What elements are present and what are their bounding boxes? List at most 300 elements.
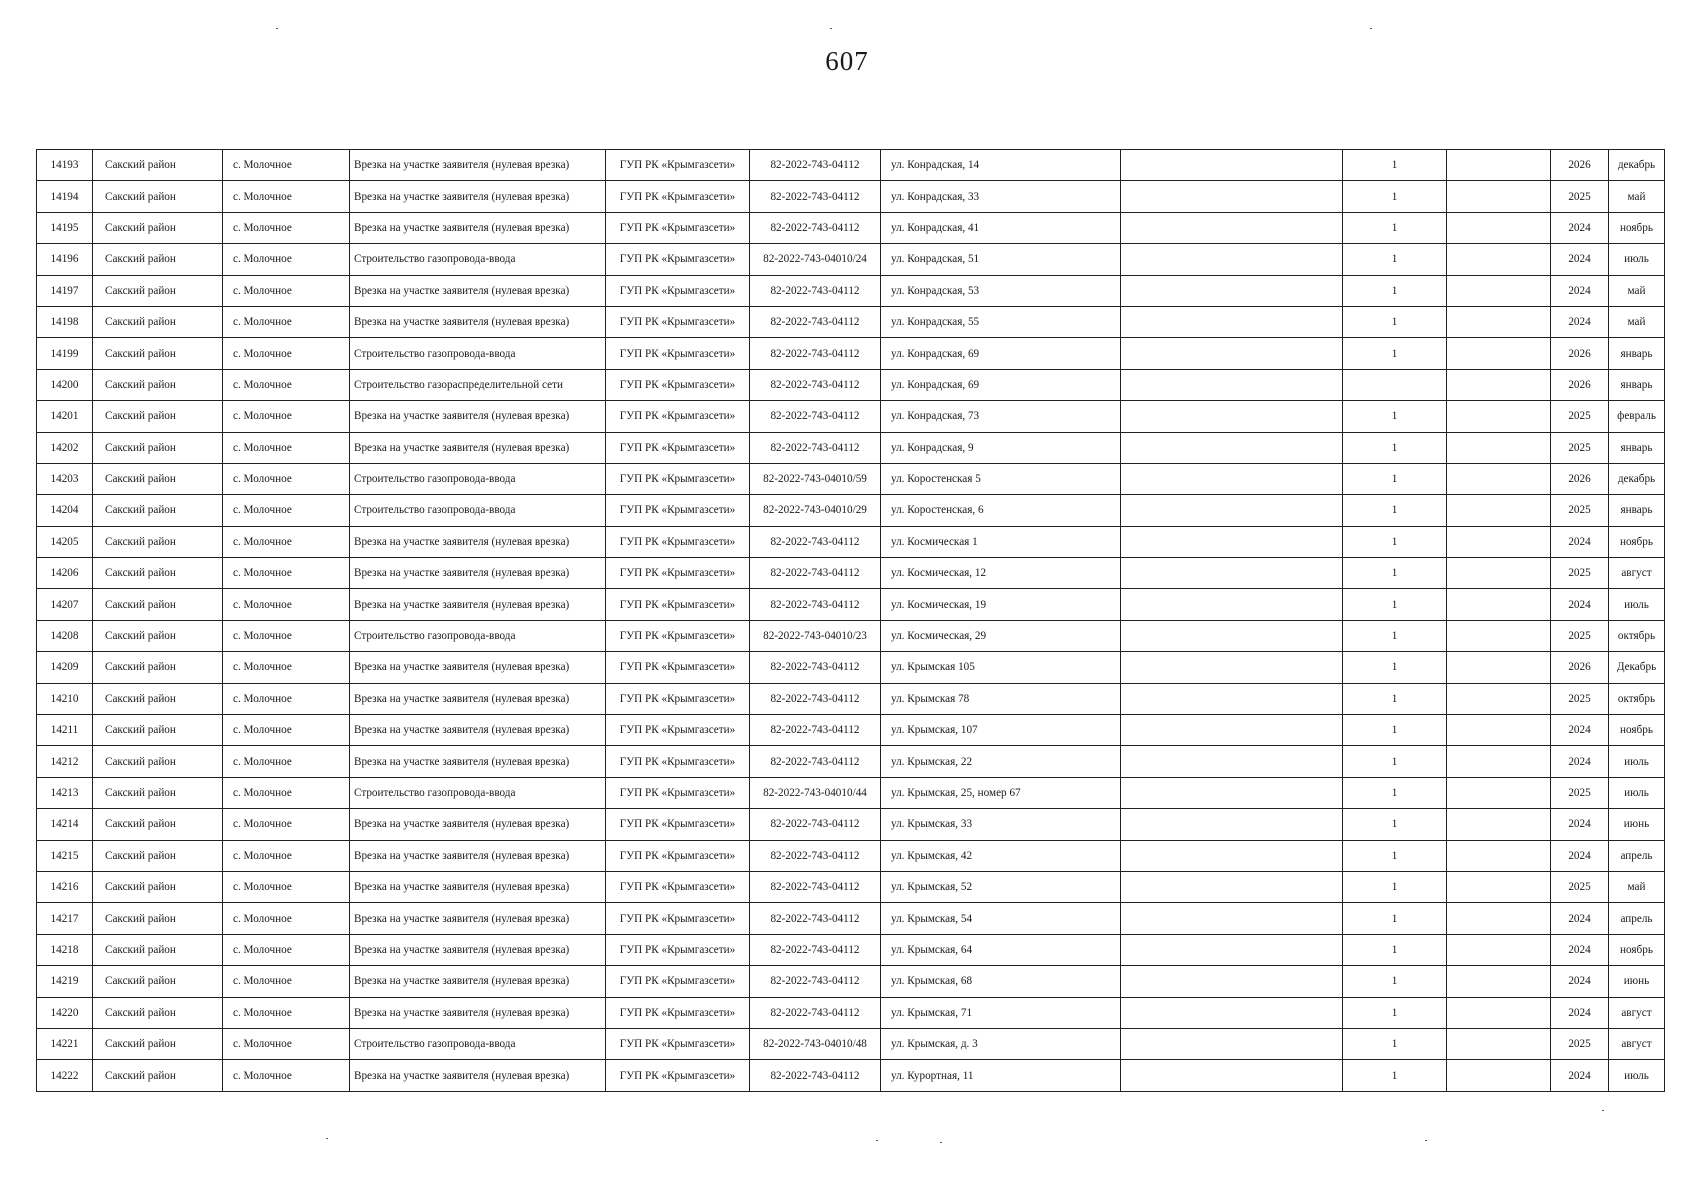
table-row (37, 997, 1665, 1028)
district-cell: Сакский район (93, 150, 223, 181)
work-type-cell: Строительство газопровода-ввода (350, 777, 606, 808)
year-cell: 2025 (1551, 432, 1609, 463)
empty-cell (1447, 369, 1551, 400)
project-code-cell: 82-2022-743-04112 (750, 809, 881, 840)
quantity-cell: 1 (1343, 338, 1447, 369)
month-cell: декабрь (1609, 463, 1665, 494)
month-cell: ноябрь (1609, 934, 1665, 965)
year-cell: 2025 (1551, 1028, 1609, 1059)
organization-cell: ГУП РК «Крымгазсети» (606, 369, 750, 400)
row-number: 14211 (37, 715, 93, 746)
empty-cell (1121, 212, 1343, 243)
work-type-cell: Врезка на участке заявителя (нулевая врезка) (350, 306, 606, 337)
project-code-cell: 82-2022-743-04112 (750, 934, 881, 965)
table-row (37, 306, 1665, 337)
village-cell: с. Молочное (223, 777, 350, 808)
village-cell: с. Молочное (223, 306, 350, 337)
project-code-cell: 82-2022-743-04112 (750, 401, 881, 432)
organization-cell: ГУП РК «Крымгазсети» (606, 463, 750, 494)
table-row (37, 212, 1665, 243)
work-type-cell: Врезка на участке заявителя (нулевая врезка) (350, 809, 606, 840)
district-cell: Сакский район (93, 683, 223, 714)
month-cell: май (1609, 871, 1665, 902)
project-code-cell: 82-2022-743-04112 (750, 903, 881, 934)
address-cell: ул. Крымская, 22 (881, 746, 1121, 777)
row-number: 14206 (37, 558, 93, 589)
quantity-cell: 1 (1343, 244, 1447, 275)
table-row (37, 558, 1665, 589)
table-row (37, 903, 1665, 934)
year-cell: 2025 (1551, 181, 1609, 212)
project-code-cell: 82-2022-743-04112 (750, 432, 881, 463)
table-row (37, 809, 1665, 840)
village-cell: с. Молочное (223, 715, 350, 746)
year-cell: 2025 (1551, 683, 1609, 714)
organization-cell: ГУП РК «Крымгазсети» (606, 401, 750, 432)
empty-cell (1121, 369, 1343, 400)
year-cell: 2024 (1551, 244, 1609, 275)
empty-cell (1121, 526, 1343, 557)
district-cell: Сакский район (93, 495, 223, 526)
empty-cell (1447, 620, 1551, 651)
empty-cell (1447, 212, 1551, 243)
work-type-cell: Врезка на участке заявителя (нулевая врезка) (350, 181, 606, 212)
project-code-cell: 82-2022-743-04112 (750, 526, 881, 557)
village-cell: с. Молочное (223, 809, 350, 840)
month-cell: апрель (1609, 903, 1665, 934)
district-cell: Сакский район (93, 934, 223, 965)
table-row (37, 1028, 1665, 1059)
district-cell: Сакский район (93, 903, 223, 934)
empty-cell (1121, 1028, 1343, 1059)
year-cell: 2026 (1551, 652, 1609, 683)
year-cell: 2026 (1551, 369, 1609, 400)
address-cell: ул. Крымская, 54 (881, 903, 1121, 934)
empty-cell (1447, 652, 1551, 683)
row-number: 14204 (37, 495, 93, 526)
work-type-cell: Врезка на участке заявителя (нулевая врезка) (350, 589, 606, 620)
address-cell: ул. Крымская, д. 3 (881, 1028, 1121, 1059)
address-cell: ул. Конрадская, 69 (881, 338, 1121, 369)
work-type-cell: Врезка на участке заявителя (нулевая врезка) (350, 903, 606, 934)
row-number: 14205 (37, 526, 93, 557)
month-cell: февраль (1609, 401, 1665, 432)
table-row (37, 150, 1665, 181)
project-code-cell: 82-2022-743-04112 (750, 652, 881, 683)
table-row (37, 620, 1665, 651)
village-cell: с. Молочное (223, 526, 350, 557)
row-number: 14217 (37, 903, 93, 934)
month-cell: май (1609, 275, 1665, 306)
village-cell: с. Молочное (223, 338, 350, 369)
empty-cell (1121, 589, 1343, 620)
district-cell: Сакский район (93, 1060, 223, 1091)
project-code-cell: 82-2022-743-04010/29 (750, 495, 881, 526)
row-number: 14222 (37, 1060, 93, 1091)
organization-cell: ГУП РК «Крымгазсети» (606, 934, 750, 965)
month-cell: май (1609, 306, 1665, 337)
quantity-cell: 1 (1343, 432, 1447, 463)
empty-cell (1121, 903, 1343, 934)
district-cell: Сакский район (93, 840, 223, 871)
month-cell: июль (1609, 1060, 1665, 1091)
address-cell: ул. Конрадская, 69 (881, 369, 1121, 400)
quantity-cell: 1 (1343, 1060, 1447, 1091)
organization-cell: ГУП РК «Крымгазсети» (606, 966, 750, 997)
district-cell: Сакский район (93, 244, 223, 275)
quantity-cell: 1 (1343, 401, 1447, 432)
empty-cell (1121, 306, 1343, 337)
address-cell: ул. Конрадская, 33 (881, 181, 1121, 212)
month-cell: август (1609, 1028, 1665, 1059)
quantity-cell (1343, 369, 1447, 400)
organization-cell: ГУП РК «Крымгазсети» (606, 432, 750, 463)
village-cell: с. Молочное (223, 683, 350, 714)
year-cell: 2024 (1551, 903, 1609, 934)
project-code-cell: 82-2022-743-04112 (750, 746, 881, 777)
organization-cell: ГУП РК «Крымгазсети» (606, 683, 750, 714)
row-number: 14208 (37, 620, 93, 651)
empty-cell (1121, 746, 1343, 777)
month-cell: январь (1609, 432, 1665, 463)
village-cell: с. Молочное (223, 746, 350, 777)
empty-cell (1121, 181, 1343, 212)
table-row (37, 1060, 1665, 1091)
empty-cell (1121, 809, 1343, 840)
organization-cell: ГУП РК «Крымгазсети» (606, 871, 750, 902)
table-row (37, 526, 1665, 557)
address-cell: ул. Космическая, 29 (881, 620, 1121, 651)
address-cell: ул. Конрадская, 53 (881, 275, 1121, 306)
work-type-cell: Строительство газопровода-ввода (350, 1028, 606, 1059)
project-code-cell: 82-2022-743-04112 (750, 1060, 881, 1091)
year-cell: 2025 (1551, 777, 1609, 808)
address-cell: ул. Крымская, 42 (881, 840, 1121, 871)
table-row (37, 369, 1665, 400)
village-cell: с. Молочное (223, 432, 350, 463)
row-number: 14203 (37, 463, 93, 494)
row-number: 14202 (37, 432, 93, 463)
month-cell: май (1609, 181, 1665, 212)
page-number: 607 (825, 46, 869, 76)
organization-cell: ГУП РК «Крымгазсети» (606, 338, 750, 369)
table-row (37, 244, 1665, 275)
work-type-cell: Врезка на участке заявителя (нулевая врезка) (350, 840, 606, 871)
district-cell: Сакский район (93, 589, 223, 620)
organization-cell: ГУП РК «Крымгазсети» (606, 715, 750, 746)
project-code-cell: 82-2022-743-04112 (750, 212, 881, 243)
work-type-cell: Врезка на участке заявителя (нулевая врезка) (350, 558, 606, 589)
work-type-cell: Врезка на участке заявителя (нулевая врезка) (350, 997, 606, 1028)
empty-cell (1447, 589, 1551, 620)
month-cell: январь (1609, 369, 1665, 400)
village-cell: с. Молочное (223, 150, 350, 181)
empty-cell (1121, 934, 1343, 965)
quantity-cell: 1 (1343, 558, 1447, 589)
month-cell: июль (1609, 589, 1665, 620)
village-cell: с. Молочное (223, 495, 350, 526)
gasification-table-wrapper (36, 149, 1664, 1092)
year-cell: 2024 (1551, 212, 1609, 243)
address-cell: ул. Конрадская, 51 (881, 244, 1121, 275)
address-cell: ул. Коростенская 5 (881, 463, 1121, 494)
organization-cell: ГУП РК «Крымгазсети» (606, 589, 750, 620)
project-code-cell: 82-2022-743-04112 (750, 871, 881, 902)
village-cell: с. Молочное (223, 871, 350, 902)
quantity-cell: 1 (1343, 966, 1447, 997)
table-row (37, 652, 1665, 683)
empty-cell (1121, 652, 1343, 683)
district-cell: Сакский район (93, 212, 223, 243)
work-type-cell: Врезка на участке заявителя (нулевая врезка) (350, 652, 606, 683)
empty-cell (1121, 275, 1343, 306)
empty-cell (1447, 558, 1551, 589)
district-cell: Сакский район (93, 181, 223, 212)
empty-cell (1447, 432, 1551, 463)
table-row (37, 934, 1665, 965)
district-cell: Сакский район (93, 401, 223, 432)
year-cell: 2025 (1551, 401, 1609, 432)
address-cell: ул. Космическая 1 (881, 526, 1121, 557)
empty-cell (1447, 934, 1551, 965)
row-number: 14214 (37, 809, 93, 840)
empty-cell (1121, 777, 1343, 808)
organization-cell: ГУП РК «Крымгазсети» (606, 495, 750, 526)
row-number: 14198 (37, 306, 93, 337)
village-cell: с. Молочное (223, 966, 350, 997)
month-cell: август (1609, 997, 1665, 1028)
village-cell: с. Молочное (223, 181, 350, 212)
village-cell: с. Молочное (223, 401, 350, 432)
empty-cell (1121, 558, 1343, 589)
year-cell: 2026 (1551, 150, 1609, 181)
project-code-cell: 82-2022-743-04112 (750, 558, 881, 589)
village-cell: с. Молочное (223, 558, 350, 589)
district-cell: Сакский район (93, 777, 223, 808)
project-code-cell: 82-2022-743-04112 (750, 369, 881, 400)
table-row (37, 871, 1665, 902)
row-number: 14220 (37, 997, 93, 1028)
empty-cell (1447, 683, 1551, 714)
work-type-cell: Врезка на участке заявителя (нулевая врезка) (350, 683, 606, 714)
year-cell: 2026 (1551, 463, 1609, 494)
work-type-cell: Врезка на участке заявителя (нулевая врезка) (350, 715, 606, 746)
month-cell: январь (1609, 495, 1665, 526)
village-cell: с. Молочное (223, 934, 350, 965)
month-cell: ноябрь (1609, 526, 1665, 557)
work-type-cell: Врезка на участке заявителя (нулевая врезка) (350, 526, 606, 557)
work-type-cell: Строительство газопровода-ввода (350, 463, 606, 494)
table-row (37, 966, 1665, 997)
row-number: 14194 (37, 181, 93, 212)
table-row (37, 840, 1665, 871)
quantity-cell: 1 (1343, 683, 1447, 714)
district-cell: Сакский район (93, 620, 223, 651)
organization-cell: ГУП РК «Крымгазсети» (606, 840, 750, 871)
row-number: 14197 (37, 275, 93, 306)
district-cell: Сакский район (93, 715, 223, 746)
row-number: 14196 (37, 244, 93, 275)
district-cell: Сакский район (93, 306, 223, 337)
empty-cell (1447, 150, 1551, 181)
village-cell: с. Молочное (223, 244, 350, 275)
table-row (37, 401, 1665, 432)
year-cell: 2024 (1551, 589, 1609, 620)
quantity-cell: 1 (1343, 840, 1447, 871)
district-cell: Сакский район (93, 275, 223, 306)
empty-cell (1447, 463, 1551, 494)
address-cell: ул. Курортная, 11 (881, 1060, 1121, 1091)
empty-cell (1447, 181, 1551, 212)
district-cell: Сакский район (93, 369, 223, 400)
project-code-cell: 82-2022-743-04010/59 (750, 463, 881, 494)
district-cell: Сакский район (93, 558, 223, 589)
project-code-cell: 82-2022-743-04112 (750, 997, 881, 1028)
address-cell: ул. Конрадская, 73 (881, 401, 1121, 432)
project-code-cell: 82-2022-743-04010/23 (750, 620, 881, 651)
year-cell: 2024 (1551, 840, 1609, 871)
month-cell: октябрь (1609, 683, 1665, 714)
empty-cell (1121, 244, 1343, 275)
project-code-cell: 82-2022-743-04010/48 (750, 1028, 881, 1059)
village-cell: с. Молочное (223, 903, 350, 934)
work-type-cell: Врезка на участке заявителя (нулевая врезка) (350, 966, 606, 997)
row-number: 14207 (37, 589, 93, 620)
empty-cell (1121, 150, 1343, 181)
quantity-cell: 1 (1343, 652, 1447, 683)
organization-cell: ГУП РК «Крымгазсети» (606, 903, 750, 934)
quantity-cell: 1 (1343, 495, 1447, 526)
table-row (37, 181, 1665, 212)
row-number: 14218 (37, 934, 93, 965)
table-row (37, 495, 1665, 526)
project-code-cell: 82-2022-743-04112 (750, 181, 881, 212)
organization-cell: ГУП РК «Крымгазсети» (606, 652, 750, 683)
month-cell: Декабрь (1609, 652, 1665, 683)
empty-cell (1121, 432, 1343, 463)
month-cell: август (1609, 558, 1665, 589)
table-row (37, 338, 1665, 369)
district-cell: Сакский район (93, 997, 223, 1028)
quantity-cell: 1 (1343, 934, 1447, 965)
month-cell: июнь (1609, 966, 1665, 997)
organization-cell: ГУП РК «Крымгазсети» (606, 809, 750, 840)
year-cell: 2024 (1551, 934, 1609, 965)
organization-cell: ГУП РК «Крымгазсети» (606, 181, 750, 212)
empty-cell (1447, 903, 1551, 934)
work-type-cell: Строительство газопровода-ввода (350, 620, 606, 651)
district-cell: Сакский район (93, 871, 223, 902)
year-cell: 2025 (1551, 495, 1609, 526)
quantity-cell: 1 (1343, 903, 1447, 934)
empty-cell (1447, 1028, 1551, 1059)
district-cell: Сакский район (93, 652, 223, 683)
project-code-cell: 82-2022-743-04112 (750, 715, 881, 746)
work-type-cell: Строительство газораспределительной сети (350, 369, 606, 400)
organization-cell: ГУП РК «Крымгазсети» (606, 997, 750, 1028)
empty-cell (1121, 463, 1343, 494)
year-cell: 2026 (1551, 338, 1609, 369)
empty-cell (1447, 495, 1551, 526)
year-cell: 2024 (1551, 746, 1609, 777)
table-row (37, 589, 1665, 620)
work-type-cell: Строительство газопровода-ввода (350, 495, 606, 526)
row-number: 14201 (37, 401, 93, 432)
village-cell: с. Молочное (223, 212, 350, 243)
village-cell: с. Молочное (223, 463, 350, 494)
quantity-cell: 1 (1343, 212, 1447, 243)
project-code-cell: 82-2022-743-04112 (750, 306, 881, 337)
organization-cell: ГУП РК «Крымгазсети» (606, 558, 750, 589)
row-number: 14221 (37, 1028, 93, 1059)
empty-cell (1121, 715, 1343, 746)
empty-cell (1447, 1060, 1551, 1091)
month-cell: июль (1609, 244, 1665, 275)
project-code-cell: 82-2022-743-04112 (750, 150, 881, 181)
address-cell: ул. Конрадская, 41 (881, 212, 1121, 243)
row-number: 14215 (37, 840, 93, 871)
work-type-cell: Строительство газопровода-ввода (350, 244, 606, 275)
row-number: 14210 (37, 683, 93, 714)
address-cell: ул. Космическая, 12 (881, 558, 1121, 589)
organization-cell: ГУП РК «Крымгазсети» (606, 620, 750, 651)
quantity-cell: 1 (1343, 589, 1447, 620)
month-cell: апрель (1609, 840, 1665, 871)
table-row (37, 746, 1665, 777)
village-cell: с. Молочное (223, 652, 350, 683)
row-number: 14212 (37, 746, 93, 777)
row-number: 14200 (37, 369, 93, 400)
project-code-cell: 82-2022-743-04112 (750, 275, 881, 306)
address-cell: ул. Конрадская, 14 (881, 150, 1121, 181)
empty-cell (1121, 1060, 1343, 1091)
work-type-cell: Врезка на участке заявителя (нулевая врезка) (350, 150, 606, 181)
empty-cell (1447, 966, 1551, 997)
work-type-cell: Врезка на участке заявителя (нулевая врезка) (350, 746, 606, 777)
table-row (37, 777, 1665, 808)
empty-cell (1121, 997, 1343, 1028)
organization-cell: ГУП РК «Крымгазсети» (606, 1060, 750, 1091)
project-code-cell: 82-2022-743-04010/44 (750, 777, 881, 808)
year-cell: 2024 (1551, 275, 1609, 306)
quantity-cell: 1 (1343, 463, 1447, 494)
address-cell: ул. Крымская 78 (881, 683, 1121, 714)
address-cell: ул. Коростенская, 6 (881, 495, 1121, 526)
address-cell: ул. Крымская, 64 (881, 934, 1121, 965)
year-cell: 2024 (1551, 306, 1609, 337)
month-cell: январь (1609, 338, 1665, 369)
month-cell: декабрь (1609, 150, 1665, 181)
empty-cell (1447, 275, 1551, 306)
year-cell: 2025 (1551, 620, 1609, 651)
year-cell: 2025 (1551, 558, 1609, 589)
village-cell: с. Молочное (223, 1060, 350, 1091)
month-cell: ноябрь (1609, 212, 1665, 243)
district-cell: Сакский район (93, 526, 223, 557)
address-cell: ул. Крымская, 52 (881, 871, 1121, 902)
empty-cell (1447, 244, 1551, 275)
empty-cell (1121, 620, 1343, 651)
empty-cell (1447, 997, 1551, 1028)
work-type-cell: Врезка на участке заявителя (нулевая врезка) (350, 934, 606, 965)
empty-cell (1447, 746, 1551, 777)
row-number: 14199 (37, 338, 93, 369)
district-cell: Сакский район (93, 463, 223, 494)
empty-cell (1121, 401, 1343, 432)
gasification-table (36, 149, 1665, 1092)
month-cell: ноябрь (1609, 715, 1665, 746)
address-cell: ул. Крымская, 107 (881, 715, 1121, 746)
